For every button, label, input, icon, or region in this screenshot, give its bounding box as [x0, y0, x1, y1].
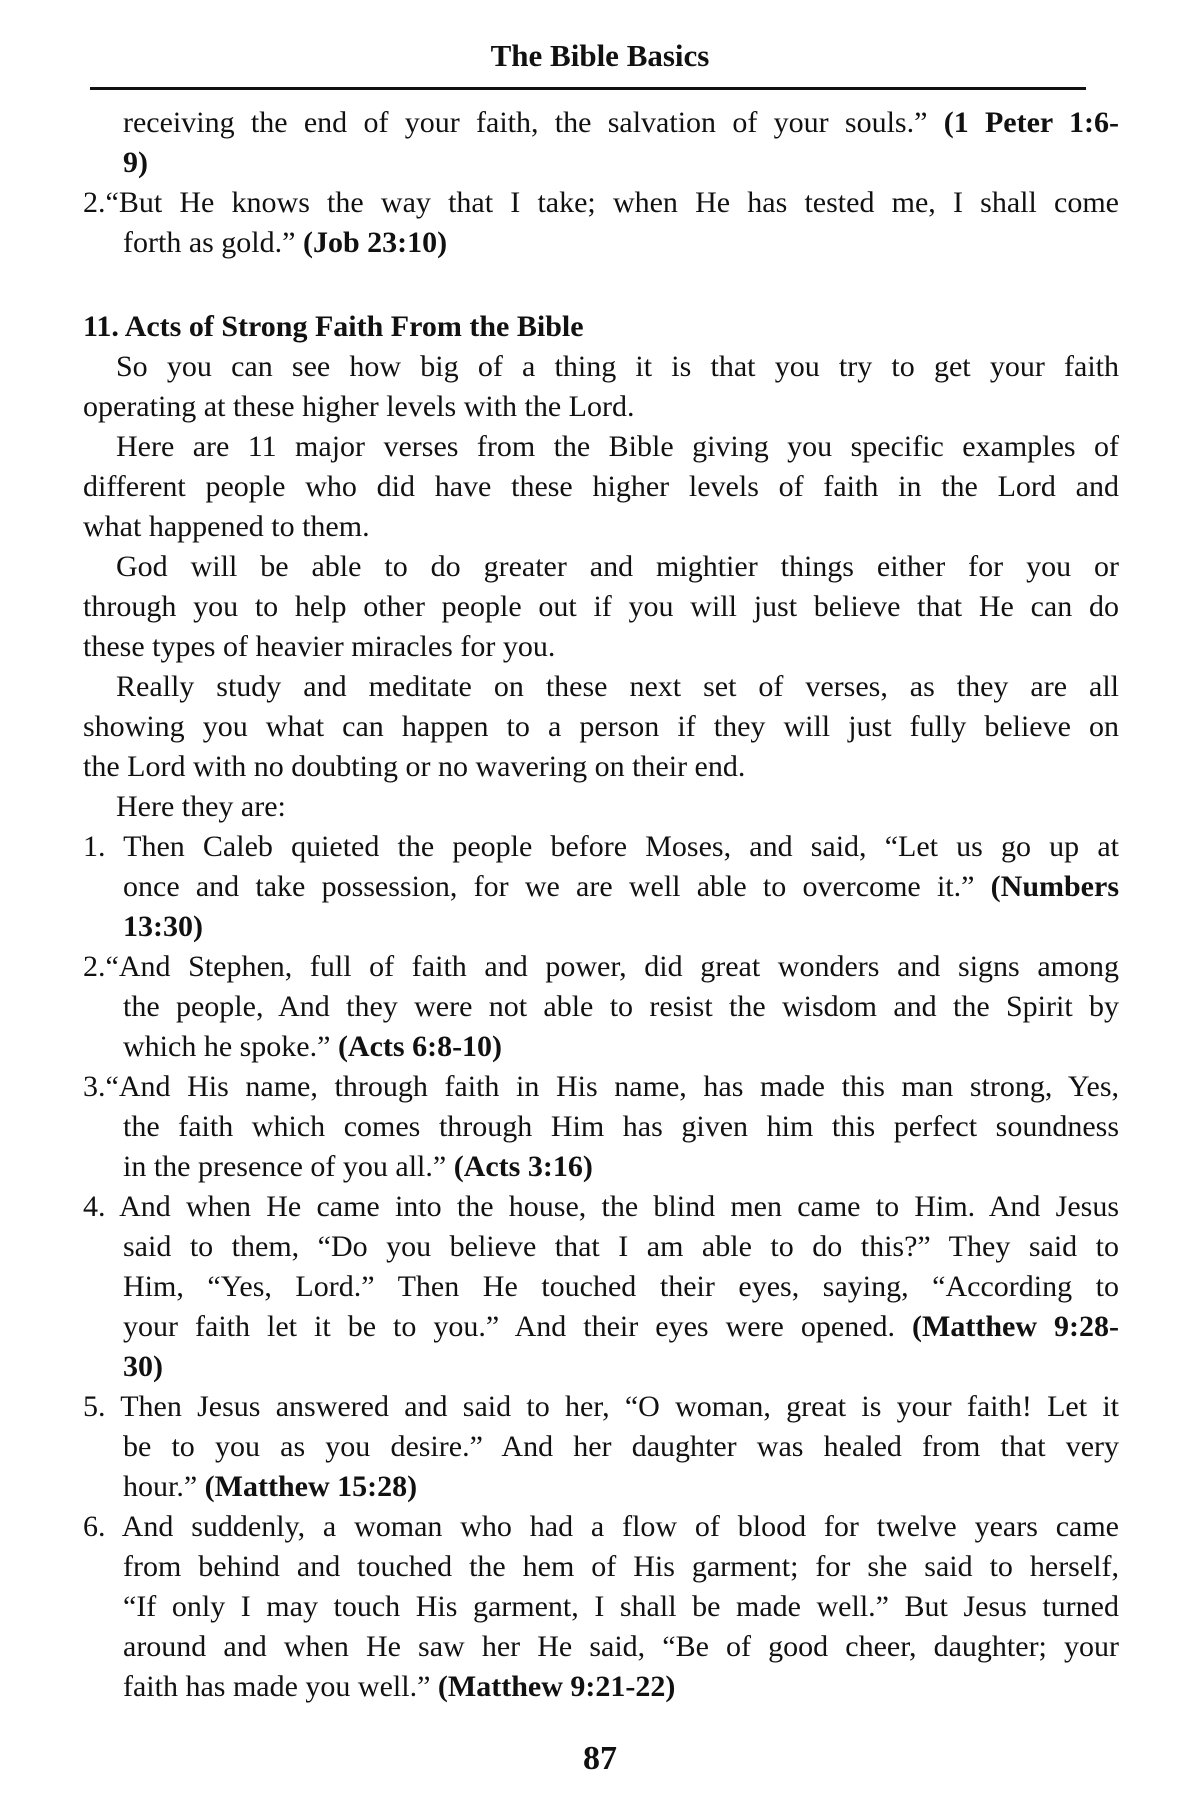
line-text: forth as gold.”: [123, 226, 303, 259]
running-header: The Bible Basics: [490, 38, 710, 73]
line-text: 2.“But He knows the way that I take; when He has tested me, I shall come: [83, 186, 1119, 219]
text-line: [123, 223, 1119, 263]
text-line: [123, 867, 1119, 907]
line-text: once and take possession, for we are well able to overcome it.”: [123, 870, 991, 903]
line-text: your faith let it be to you.” And their eyes were opened.: [123, 1310, 913, 1343]
scripture-reference: (Matthew 15:28): [204, 1470, 418, 1503]
scripture-reference: (Job 23:10): [302, 226, 448, 259]
text-line: [83, 1507, 1119, 1547]
text-line: [83, 1387, 1119, 1427]
text-line: [123, 1667, 1119, 1707]
text-line: [123, 907, 1119, 947]
text-line: [123, 1587, 1119, 1627]
line-text: Him, “Yes, Lord.” Then He touched their eyes, saying, “According to: [123, 1270, 1119, 1303]
scripture-reference: (Numbers: [990, 870, 1119, 903]
line-text: 3.“And His name, through faith in His name, has made this man strong, Yes,: [83, 1070, 1119, 1103]
line-text: from behind and touched the hem of His garment; for she said to herself,: [123, 1550, 1119, 1583]
scripture-reference: (1 Peter 1:6-: [943, 106, 1119, 139]
scripture-reference: 13:30): [123, 910, 203, 943]
text-line: [123, 987, 1119, 1027]
text-line: [123, 1027, 1119, 1067]
text-line: [83, 827, 1119, 867]
header-rule: [90, 87, 1086, 90]
text-line: [83, 707, 1119, 747]
text-line: [123, 1547, 1119, 1587]
text-line: [116, 547, 1119, 587]
text-line: [123, 1147, 1119, 1187]
text-line: [83, 1187, 1119, 1227]
line-text: showing you what can happen to a person if they will just fully believe on: [83, 710, 1119, 743]
text-line: [83, 183, 1119, 223]
text-line: [116, 347, 1119, 387]
line-text: “If only I may touch His garment, I shall be made well.” But Jesus turned: [123, 1590, 1119, 1623]
text-line: [123, 103, 1119, 143]
text-line: [123, 1347, 1119, 1387]
line-text: the faith which comes through Him has given him this perfect soundness: [123, 1110, 1119, 1143]
scripture-reference: 9): [123, 146, 148, 179]
line-text: So you can see how big of a thing it is that you try to get your faith: [116, 350, 1119, 383]
text-line: [83, 947, 1119, 987]
scripture-reference: 30): [123, 1350, 163, 1383]
section-heading: [83, 307, 1200, 347]
line-text: Here they are:: [116, 790, 286, 823]
text-line: [83, 507, 1119, 547]
line-text: be to you as you desire.” And her daughter was healed from that very: [123, 1430, 1119, 1463]
text-line: [83, 627, 1119, 667]
line-text: operating at these higher levels with the Lord.: [83, 390, 635, 423]
line-text: 1. Then Caleb quieted the people before Moses, and said, “Let us go up at: [83, 830, 1119, 863]
text-line: [83, 1067, 1119, 1107]
line-text: hour.”: [123, 1470, 205, 1503]
scripture-reference: (Acts 6:8-10): [337, 1030, 503, 1063]
text-line: [116, 787, 1119, 827]
line-text: around and when He saw her He said, “Be of good cheer, daughter; your: [123, 1630, 1119, 1663]
line-text: Really study and meditate on these next set of verses, as they are all: [116, 670, 1119, 703]
text-line: [123, 1467, 1119, 1507]
scripture-reference: 11. Acts of Strong Faith From the Bible: [83, 310, 584, 343]
line-text: what happened to them.: [83, 510, 370, 543]
line-text: different people who did have these higher levels of faith in the Lord and: [83, 470, 1119, 503]
line-text: faith has made you well.”: [123, 1670, 438, 1703]
text-line: [123, 1307, 1119, 1347]
text-line: [83, 387, 1119, 427]
text-line: [83, 747, 1119, 787]
line-text: which he spoke.”: [123, 1030, 338, 1063]
text-line: [83, 587, 1119, 627]
line-text: 5. Then Jesus answered and said to her, “O woman, great is your faith! Let it: [83, 1390, 1119, 1423]
text-line: [123, 1227, 1119, 1267]
line-text: these types of heavier miracles for you.: [83, 630, 556, 663]
scripture-reference: (Acts 3:16): [453, 1150, 593, 1183]
line-text: 6. And suddenly, a woman who had a flow of blood for twelve years came: [83, 1510, 1119, 1543]
line-text: Here are 11 major verses from the Bible giving you specific examples of: [116, 430, 1119, 463]
line-text: God will be able to do greater and mightier things either for you or: [116, 550, 1119, 583]
page-number: 87: [583, 1740, 617, 1777]
line-text: said to them, “Do you believe that I am able to do this?” They said to: [123, 1230, 1119, 1263]
line-text: 2.“And Stephen, full of faith and power, did great wonders and signs among: [83, 950, 1119, 983]
line-text: the people, And they were not able to resist the wisdom and the Spirit by: [123, 990, 1119, 1023]
line-text: in the presence of you all.”: [123, 1150, 454, 1183]
scripture-reference: (Matthew 9:28-: [912, 1310, 1119, 1343]
text-line: [123, 143, 1119, 183]
line-text: receiving the end of your faith, the salvation of your souls.”: [123, 106, 944, 139]
line-text: the Lord with no doubting or no wavering on their end.: [83, 750, 746, 783]
section-11-body: [0, 307, 1200, 1707]
text-line: [123, 1107, 1119, 1147]
text-line: [123, 1267, 1119, 1307]
text-line: [123, 1427, 1119, 1467]
line-text: 4. And when He came into the house, the blind men came to Him. And Jesus: [83, 1190, 1119, 1223]
scripture-reference: (Matthew 9:21-22): [437, 1670, 676, 1703]
line-text: through you to help other people out if you will just believe that He can do: [83, 590, 1119, 623]
text-line: [83, 467, 1119, 507]
text-line: [116, 667, 1119, 707]
continued-verse-block: [0, 103, 1200, 263]
text-line: [123, 1627, 1119, 1667]
text-line: [116, 427, 1119, 467]
